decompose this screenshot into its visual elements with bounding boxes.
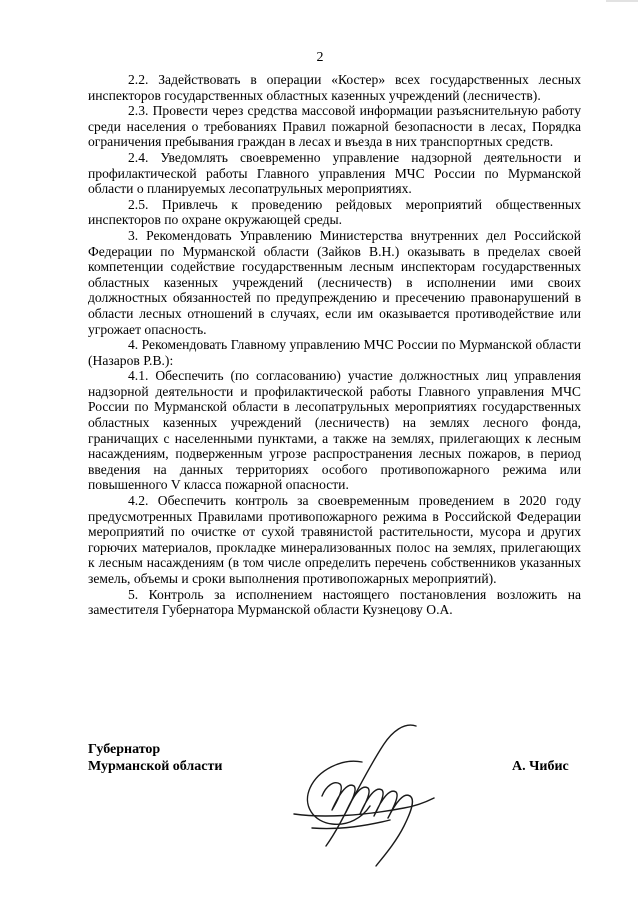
page-number: 2	[316, 50, 324, 65]
signatory-title-line2: Мурманской области	[88, 759, 223, 774]
paragraph-3: 3. Рекомендовать Управлению Министерства внутренних дел Российской Федерации по Мурманской области (Зайков В.Н.) оказывать в пределах своей компетенции содействие государственным лесным инспекторам государственных областных казенных учреждений (лесничеств) в исполнении ими своих должностных обязанностей по предупреждению и пресечению правонарушений в области лесных отношений в случаях, если им оказывается противодействие или угрожает опасность.	[88, 227, 581, 337]
signatory-title-line1: Губернатор	[88, 742, 161, 757]
paragraph-4-2: 4.2. Обеспечить контроль за своевременным проведением в 2020 году предусмотренных Правилами противопожарного режима в Российской Федерации мероприятий по очистке от сухой травянистой растительности, мусора и других горючих материалов, прокладке минерализованных полос на землях, прилегающих к лесным насаждениям (в том числе определить перечень собственников указанных земель, объемы и сроки выполнения противопожарных мероприятий).	[88, 493, 581, 586]
signatory-title	[88, 741, 222, 775]
handwritten-signature	[292, 722, 452, 868]
paragraph-2-2: 2.2. Задействовать в операции «Костер» всех государственных лесных инспекторов государственных областных казенных учреждений (лесничеств).	[88, 72, 581, 103]
corner-scan-mark	[600, 0, 640, 6]
paragraph-2-3: 2.3. Провести через средства массовой информации разъяснительную работу среди населения о требованиях Правил пожарной безопасности в лесах, Порядка ограничения пребывания граждан в лесах и въезда в них транспортных средств.	[88, 103, 581, 150]
paragraph-2-4: 2.4. Уведомлять своевременно управление надзорной деятельности и профилактической работы Главного управления МЧС России по Мурманской области о планируемых лесопатрульных мероприятиях.	[88, 149, 581, 197]
paragraph-4-1: 4.1. Обеспечить (по согласованию) участие должностных лиц управления надзорной деятельности и профилактической работы Главного управления МЧС России по Мурманской области в лесопатрульных мероприятиях государственных областных казенных учреждений (лесничеств) на землях лесного фонда, граничащих с населенными пунктами, а также на землях, прилегающих к лесным насаждениям, подверженным угрозе распространения лесных пожаров, в период введения на данных территориях особого противопожарного режима или повышенного V класса пожарной опасности.	[88, 368, 581, 493]
paragraph-5: 5. Контроль за исполнением настоящего постановления возложить на заместителя Губернатора Мурманской области Кузнецову О.А.	[88, 586, 581, 618]
paragraph-2-5: 2.5. Привлечь к проведению рейдовых мероприятий общественных инспекторов по охране окружающей среды.	[88, 196, 581, 228]
signatory-name: А. Чибис	[512, 759, 569, 774]
paragraph-4: 4. Рекомендовать Главному управлению МЧС России по Мурманской области (Назаров Р.В.):	[88, 337, 581, 368]
document-body	[88, 72, 581, 618]
